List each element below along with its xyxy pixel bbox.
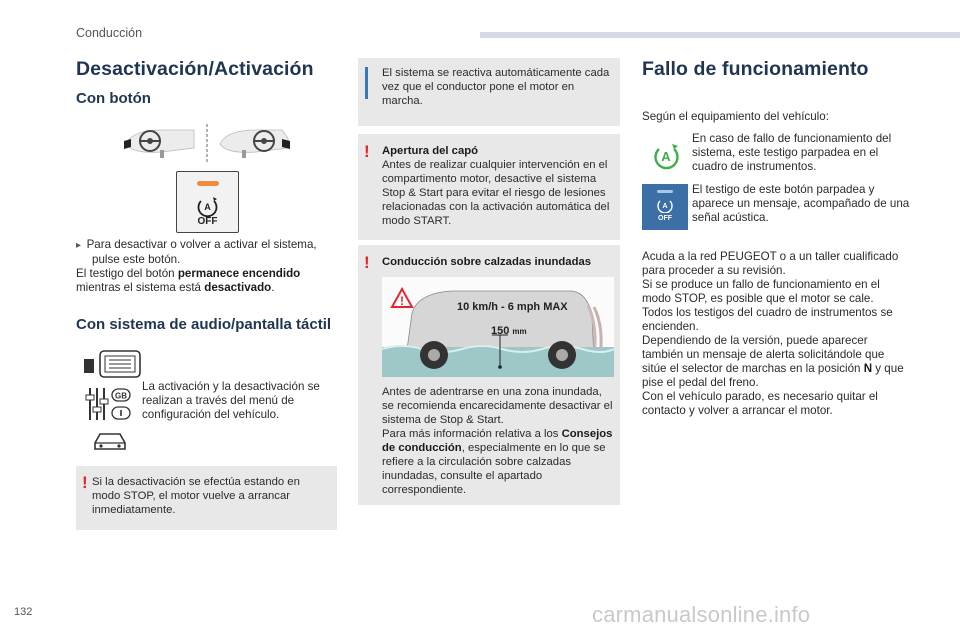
- warning-icon: !: [364, 142, 370, 161]
- button-off-label: OFF: [197, 216, 218, 227]
- heading-con-boton: Con botón: [76, 90, 151, 107]
- body-paragraph: Todos los testigos del cuadro de instrumentos se encienden.: [642, 306, 893, 333]
- flood-title: Conducción sobre calzadas inundadas: [382, 256, 592, 268]
- malfunction-body: [642, 250, 908, 418]
- header-bar: [480, 32, 960, 38]
- warning-box-stop-mode: [76, 466, 337, 530]
- body-paragraph: Si se produce un fallo de funcionamiento en el modo STOP, es posible que el motor se cale.: [642, 278, 880, 305]
- body-paragraph: Acuda a la red PEUGEOT o a un taller cualificado para proceder a su revisión.: [642, 250, 899, 277]
- flood-text: Antes de adentrarse en una zona inundada, se recomienda encarecidamente desactivar el sistema de Stop & Start. Para más información relativa a los Consejos de conducción, especialmente en lo que se refiere a la circulación sobre calzadas inundadas, consulte el apartado correspondiente.: [382, 386, 613, 496]
- info-box-reactivation: [358, 58, 620, 126]
- svg-text:!: !: [400, 294, 404, 308]
- bullet-instruction: ▸ Para desactivar o volver a activar el sistema, pulse este botón.: [76, 238, 317, 266]
- section-header: Conducción: [76, 26, 143, 40]
- auto-stop-icon: [656, 197, 674, 213]
- heading-audio-system: Con sistema de audio/pantalla táctil: [76, 316, 332, 333]
- svg-text:A: A: [662, 203, 668, 210]
- indicator-note-2: mientras el sistema está desactivado.: [76, 281, 275, 294]
- fault-item-1: En caso de fallo de funcionamiento del sistema, este testigo parpadea en el cuadro de instrumentos.: [692, 132, 892, 173]
- flood-depth-label: 150 mm: [491, 325, 527, 337]
- body-paragraph: Dependiendo de la versión, puede aparecer también un mensaje de alerta solicitándole que sitúe el selector de marchas en la posición N y que pise el pedal del freno.: [642, 334, 904, 389]
- indicator-note-1: El testigo del botón permanece encendido: [76, 267, 301, 280]
- stop-start-button[interactable]: [176, 171, 239, 233]
- watermark: carmanualsonline.info: [592, 602, 811, 627]
- page-title: Desactivación/Activación: [76, 58, 314, 80]
- warning-box-flooded-roads: [358, 245, 620, 505]
- dashboard-illustration: [122, 122, 292, 164]
- flood-speed-label: 10 km/h - 6 mph MAX: [457, 301, 568, 313]
- button-led-indicator: [197, 181, 219, 186]
- settings-menu-icon: [84, 386, 134, 422]
- warning-text: Si la desactivación se efectúa estando en modo STOP, el motor vuelve a arrancar inmediatamente.: [92, 476, 300, 516]
- body-paragraph: Con el vehículo parado, es necesario quitar el contacto y volver a arrancar el motor.: [642, 390, 878, 417]
- warning-box-hood: [358, 134, 620, 240]
- icon-off-label: OFF: [658, 215, 672, 222]
- audio-instructions: La activación y la desactivación se realizan a través del menú de configuración del vehículo.: [142, 380, 320, 421]
- equipment-intro: Según el equipamiento del vehículo:: [642, 110, 829, 123]
- button-led-indicator: [657, 190, 673, 193]
- off-button-fault-icon: [642, 184, 688, 230]
- info-icon: [365, 67, 368, 99]
- info-text: El sistema se reactiva automáticamente cada vez que el conductor pone el motor en marcha.: [382, 67, 610, 107]
- hood-warning: Apertura del capó Antes de realizar cualquier intervención en el compartimento motor, desactive el sistema Stop & Start para evitar el riesgo de lesiones relacionadas con la activación automática del modo START.: [382, 145, 610, 227]
- page-number: 132: [14, 606, 33, 618]
- section-title-malfunction: Fallo de funcionamiento: [642, 58, 869, 80]
- warning-icon: !: [82, 473, 88, 492]
- fault-item-2: El testigo de este botón parpadea y aparece un mensaje, acompañado de una señal acústica.: [692, 183, 910, 224]
- stop-start-fault-indicator-icon: [651, 141, 681, 171]
- button-instructions: [76, 238, 346, 295]
- svg-text:A: A: [661, 149, 671, 164]
- svg-text:GB: GB: [115, 391, 127, 401]
- warning-icon: !: [364, 253, 370, 272]
- touchscreen-icon: [84, 349, 142, 379]
- auto-stop-icon: [195, 195, 220, 217]
- vehicle-settings-icon: [92, 430, 128, 452]
- svg-text:A: A: [204, 202, 211, 212]
